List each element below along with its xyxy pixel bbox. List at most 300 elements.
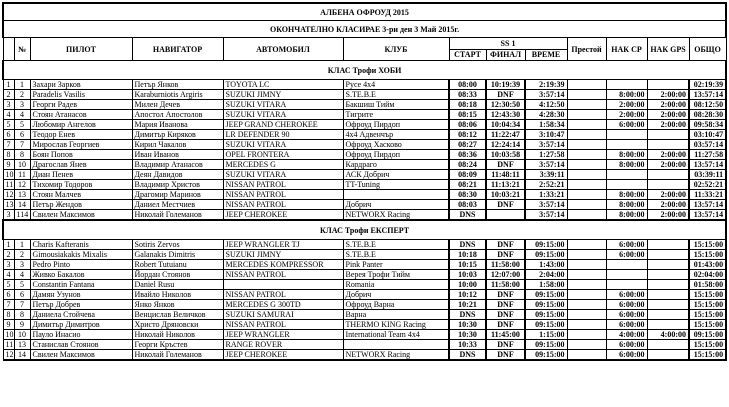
row-club: TT-Tuning [343, 180, 449, 190]
row-finish: 10:04:34 [486, 120, 525, 130]
row-idle [567, 200, 606, 210]
row-time: 3:57:14 [525, 140, 567, 150]
row-idle [567, 180, 606, 190]
table-row [3, 260, 726, 270]
row-time: 09:15:00 [525, 310, 567, 320]
row-car: NISSAN PATROL [223, 190, 343, 200]
row-position: 2 [3, 250, 14, 260]
col-time: ВРЕМЕ [525, 49, 567, 61]
row-number: 7 [14, 140, 30, 150]
row-club: S.TE.B.E [343, 240, 449, 250]
row-idle [567, 300, 606, 310]
document-subtitle: ОКОНЧАТЕЛНО КЛАСИРАЕ 3-ри ден 3 Май 2015г. [3, 21, 726, 38]
row-position: 7 [3, 140, 14, 150]
row-car: OPEL FRONTERA [223, 150, 343, 160]
table-row [3, 140, 726, 150]
row-pen-gps [647, 340, 689, 350]
row-navigator: Христо Дряновски [132, 320, 223, 330]
row-car: TOYOTA LC [223, 80, 343, 90]
row-start: 10:00 [449, 280, 486, 290]
row-total: 15:15:00 [689, 240, 726, 250]
row-position: 1 [3, 240, 14, 250]
table-row [3, 180, 726, 190]
row-finish: 12:24:14 [486, 140, 525, 150]
row-pilot: Захари Зарков [30, 80, 132, 90]
table-row [3, 250, 726, 260]
col-car: АВТОМОБИЛ [223, 38, 343, 61]
row-start: 08:27 [449, 140, 486, 150]
row-time: 09:15:00 [525, 300, 567, 310]
row-start: 08:18 [449, 100, 486, 110]
row-finish: DNF [486, 200, 525, 210]
row-idle [567, 110, 606, 120]
row-car: NISSAN PATROL [223, 200, 343, 210]
row-time: 2:19:39 [525, 80, 567, 90]
row-idle [567, 130, 606, 140]
row-idle [567, 160, 606, 170]
row-start: 08:21 [449, 180, 486, 190]
table-row [3, 190, 726, 200]
row-total: 01:58:00 [689, 280, 726, 290]
table-row [3, 300, 726, 310]
table-row [3, 170, 726, 180]
row-position: 3 [3, 100, 14, 110]
row-car: NISSAN PATROL [223, 290, 343, 300]
row-pilot: Свилен Максимов [30, 210, 132, 221]
row-time: 2:04:00 [525, 270, 567, 280]
row-start: 08:09 [449, 170, 486, 180]
row-pilot: Драгослав Янев [30, 160, 132, 170]
row-pen-gps [647, 320, 689, 330]
row-pen-cp: 8:00:00 [606, 150, 647, 160]
row-pilot: Пауло Инасио [30, 330, 132, 340]
row-pilot: Charis Kafteranis [30, 240, 132, 250]
row-number: 6 [14, 290, 30, 300]
row-pen-gps: 2:00:00 [647, 150, 689, 160]
row-pen-gps [647, 250, 689, 260]
row-navigator: Ивайло Николов [132, 290, 223, 300]
col-ss1: SS 1 [449, 38, 567, 50]
row-car: SUZUKI VITARA [223, 100, 343, 110]
row-start: 08:03 [449, 200, 486, 210]
row-start: 08:33 [449, 90, 486, 100]
row-finish: 11:48:11 [486, 170, 525, 180]
col-no: № [14, 38, 30, 61]
row-club: NETWORX Racing [343, 210, 449, 221]
table-row [3, 210, 726, 221]
row-pen-gps [647, 300, 689, 310]
row-car: MERCEDES G 300TD [223, 300, 343, 310]
row-finish: DNF [486, 310, 525, 320]
row-pen-gps [647, 310, 689, 320]
row-club [343, 340, 449, 350]
row-idle [567, 280, 606, 290]
col-start: СТАРТ [449, 49, 486, 61]
row-position: 11 [3, 340, 14, 350]
row-position: 12 [3, 190, 14, 200]
row-total: 15:15:00 [689, 250, 726, 260]
row-pen-cp: 8:00:00 [606, 160, 647, 170]
row-pilot: Живко Бакалов [30, 270, 132, 280]
row-navigator: Мария Иванова [132, 120, 223, 130]
row-pilot: Боян Попов [30, 150, 132, 160]
row-navigator: Йордан Стоянов [132, 270, 223, 280]
row-time: 3:57:14 [525, 200, 567, 210]
row-total: 03:57:14 [689, 140, 726, 150]
row-club: S.TE.B.E [343, 250, 449, 260]
row-idle [567, 340, 606, 350]
row-club: S.TE.B.E [343, 90, 449, 100]
row-start: 08:12 [449, 130, 486, 140]
row-finish: DNF [486, 340, 525, 350]
row-navigator: Galanakis Dimitris [132, 250, 223, 260]
col-pos [3, 38, 14, 61]
row-number: 4 [14, 110, 30, 120]
row-club: 4x4 Адвенчър [343, 130, 449, 140]
row-car: SUZUKI JIMNY [223, 250, 343, 260]
row-club: АСК Добрич [343, 170, 449, 180]
row-start: 10:33 [449, 340, 486, 350]
row-time: 3:39:11 [525, 170, 567, 180]
row-number: 5 [14, 280, 30, 290]
row-navigator: Драгомир Маринов [132, 190, 223, 200]
row-pilot: Любомир Ангелов [30, 120, 132, 130]
row-navigator: Димитър Киряков [132, 130, 223, 140]
row-car: SUZUKI VITARA [223, 170, 343, 180]
row-car: SUZUKI VITARA [223, 110, 343, 120]
results-body [3, 61, 726, 361]
table-row [3, 330, 726, 340]
row-total: 09:15:00 [689, 330, 726, 340]
table-row [3, 290, 726, 300]
row-pilot: Pedro Pinto [30, 260, 132, 270]
row-club: Добрич [343, 200, 449, 210]
row-total: 11:33:21 [689, 190, 726, 200]
row-start: 10:18 [449, 250, 486, 260]
row-start: 10:30 [449, 320, 486, 330]
row-navigator: Karaburniotis Argiris [132, 90, 223, 100]
row-number: 114 [14, 210, 30, 221]
row-number: 10 [14, 160, 30, 170]
row-number: 11 [14, 170, 30, 180]
table-row [3, 110, 726, 120]
row-pen-gps [647, 270, 689, 280]
row-pen-cp: 6:00:00 [606, 240, 647, 250]
table-row [3, 270, 726, 280]
row-time: 09:15:00 [525, 290, 567, 300]
row-number: 1 [14, 80, 30, 90]
row-number: 7 [14, 300, 30, 310]
row-start: DNS [449, 210, 486, 221]
col-navigator: НАВИГАТОР [132, 38, 223, 61]
row-car: MERCEDES G [223, 160, 343, 170]
row-navigator: Милен Дечев [132, 100, 223, 110]
row-start: 08:30 [449, 190, 486, 200]
class-heading: КЛАС Трофи ХОБИ [3, 61, 726, 80]
row-number: 13 [14, 340, 30, 350]
document-title: АЛБЕНА ОФРОУД 2015 [3, 3, 726, 21]
row-start: DNS [449, 240, 486, 250]
row-pilot: Мирослав Георгиев [30, 140, 132, 150]
row-pen-gps: 2:00:00 [647, 200, 689, 210]
row-navigator: Daniel Rusu [132, 280, 223, 290]
row-finish: DNF [486, 290, 525, 300]
row-car: RANGE ROVER [223, 340, 343, 350]
row-navigator: Иван Иванов [132, 150, 223, 160]
row-pen-gps [647, 280, 689, 290]
row-club: Добрич [343, 290, 449, 300]
row-navigator: Янко Янков [132, 300, 223, 310]
row-time: 1:33:21 [525, 190, 567, 200]
row-start: DNS [449, 350, 486, 361]
row-pilot: Дамян Узунов [30, 290, 132, 300]
row-time: 3:57:14 [525, 160, 567, 170]
row-number: 2 [14, 90, 30, 100]
row-pen-gps [647, 180, 689, 190]
row-finish: 10:19:39 [486, 80, 525, 90]
table-row [3, 320, 726, 330]
row-pen-gps [647, 140, 689, 150]
row-pilot: Петър Добрев [30, 300, 132, 310]
row-pen-cp: 6:00:00 [606, 320, 647, 330]
row-number: 13 [14, 190, 30, 200]
row-pilot: Даниела Стойчева [30, 310, 132, 320]
row-position: 5 [3, 120, 14, 130]
row-pilot: Димитър Димитров [30, 320, 132, 330]
row-finish: 12:30:50 [486, 100, 525, 110]
row-pen-gps [647, 290, 689, 300]
row-club: Верея Трофи Тийм [343, 270, 449, 280]
row-navigator: Деян Давидов [132, 170, 223, 180]
row-pen-cp [606, 270, 647, 280]
table-row [3, 150, 726, 160]
row-pilot: Свилен Максимов [30, 350, 132, 361]
row-car: NISSAN PATROL [223, 320, 343, 330]
row-pen-cp: 6:00:00 [606, 250, 647, 260]
row-pilot: Стоян Атанасов [30, 110, 132, 120]
table-row [3, 280, 726, 290]
row-idle [567, 320, 606, 330]
row-number: 5 [14, 120, 30, 130]
table-row [3, 120, 726, 130]
table-row [3, 200, 726, 210]
row-navigator: Георги Кръстев [132, 340, 223, 350]
row-position: 6 [3, 130, 14, 140]
row-number: 1 [14, 240, 30, 250]
row-position: 7 [3, 300, 14, 310]
row-car [223, 280, 343, 290]
row-idle [567, 250, 606, 260]
row-total: 13:57:14 [689, 160, 726, 170]
row-car: SUZUKI SAMURAI [223, 310, 343, 320]
row-idle [567, 350, 606, 361]
row-start: 10:30 [449, 330, 486, 340]
row-pen-cp [606, 180, 647, 190]
row-club: Русе 4x4 [343, 80, 449, 90]
row-number: 12 [14, 180, 30, 190]
table-row [3, 340, 726, 350]
row-idle [567, 100, 606, 110]
row-navigator: Даниел Местчиев [132, 200, 223, 210]
row-finish: DNF [486, 300, 525, 310]
row-pen-gps: 2:00:00 [647, 100, 689, 110]
row-car: JEEP CHEROKEE [223, 350, 343, 361]
row-club: Romania [343, 280, 449, 290]
row-total: 11:27:58 [689, 150, 726, 160]
row-pilot: Gimousiakakis Mixalis [30, 250, 132, 260]
row-position: 4 [3, 110, 14, 120]
row-finish: 10:03:21 [486, 190, 525, 200]
table-row [3, 80, 726, 90]
row-navigator: Sotiris Zervos [132, 240, 223, 250]
row-idle [567, 90, 606, 100]
row-total: 03:39:11 [689, 170, 726, 180]
row-position: 9 [3, 320, 14, 330]
row-total: 09:58:34 [689, 120, 726, 130]
row-finish: 11:13:21 [486, 180, 525, 190]
row-number: 10 [14, 330, 30, 340]
row-idle [567, 270, 606, 280]
row-car: LR DEFENDER 90 [223, 130, 343, 140]
row-pen-gps: 4:00:00 [647, 330, 689, 340]
row-start: 08:24 [449, 160, 486, 170]
row-time: 4:12:50 [525, 100, 567, 110]
row-club: THERMO KING Racing [343, 320, 449, 330]
row-time: 4:28:30 [525, 110, 567, 120]
row-total: 01:43:00 [689, 260, 726, 270]
row-car: MERCEDES KOMPRESSOR [223, 260, 343, 270]
row-start: 10:03 [449, 270, 486, 280]
row-time: 09:15:00 [525, 240, 567, 250]
row-total: 02:04:00 [689, 270, 726, 280]
row-finish: 11:58:00 [486, 280, 525, 290]
row-time: 09:15:00 [525, 320, 567, 330]
row-club [343, 190, 449, 200]
row-pilot: Станислав Стоянов [30, 340, 132, 350]
row-finish: 10:03:58 [486, 150, 525, 160]
row-position: 2 [3, 90, 14, 100]
row-number: 3 [14, 260, 30, 270]
table-row [3, 130, 726, 140]
row-pilot: Диан Пенев [30, 170, 132, 180]
row-car: JEEP WRANGLER TJ [223, 240, 343, 250]
row-club: Офроуд Пирдоп [343, 150, 449, 160]
row-pen-cp [606, 280, 647, 290]
row-number: 8 [14, 150, 30, 160]
row-idle [567, 80, 606, 90]
row-position: 6 [3, 290, 14, 300]
row-club: NETWORX Racing [343, 350, 449, 361]
row-finish: DNF [486, 320, 525, 330]
row-pen-gps [647, 170, 689, 180]
row-idle [567, 150, 606, 160]
row-finish: DNF [486, 160, 525, 170]
results-table [2, 2, 727, 361]
row-pen-gps [647, 260, 689, 270]
row-start: DNS [449, 310, 486, 320]
row-idle [567, 330, 606, 340]
table-row [3, 310, 726, 320]
row-total: 15:15:00 [689, 340, 726, 350]
table-row [3, 90, 726, 100]
row-time: 2:52:21 [525, 180, 567, 190]
table-row [3, 160, 726, 170]
row-total: 13:57:14 [689, 90, 726, 100]
row-number: 4 [14, 270, 30, 280]
row-finish [486, 210, 525, 221]
row-time: 3:10:47 [525, 130, 567, 140]
row-pilot: Георги Радев [30, 100, 132, 110]
row-idle [567, 170, 606, 180]
row-finish: 11:22:47 [486, 130, 525, 140]
row-car: SUZUKI VITARA [223, 140, 343, 150]
row-finish: DNF [486, 350, 525, 361]
row-start: 08:06 [449, 120, 486, 130]
col-pilot: ПИЛОТ [30, 38, 132, 61]
row-navigator: Николай Николов [132, 330, 223, 340]
row-car: NISSAN PATROL [223, 270, 343, 280]
row-total: 13:57:14 [689, 210, 726, 221]
col-idle: Престой [567, 38, 606, 61]
row-position: 12 [3, 350, 14, 361]
row-pen-gps [647, 80, 689, 90]
row-pen-cp: 8:00:00 [606, 90, 647, 100]
row-finish: DNF [486, 90, 525, 100]
row-pen-gps [647, 350, 689, 361]
row-number: 8 [14, 310, 30, 320]
row-finish: 11:58:00 [486, 260, 525, 270]
row-total: 08:12:50 [689, 100, 726, 110]
row-pen-cp: 6:00:00 [606, 290, 647, 300]
row-car: JEEP GRAND CHEROKEE [223, 120, 343, 130]
row-time: 3:57:14 [525, 210, 567, 221]
row-navigator: Венцислав Величков [132, 310, 223, 320]
table-row [3, 350, 726, 361]
row-number: 3 [14, 100, 30, 110]
row-position: 3 [3, 260, 14, 270]
row-pen-cp [606, 130, 647, 140]
row-total: 02:52:21 [689, 180, 726, 190]
row-number: 6 [14, 130, 30, 140]
row-pen-gps [647, 130, 689, 140]
row-pen-cp: 6:00:00 [606, 300, 647, 310]
row-navigator: Николай Големанов [132, 210, 223, 221]
row-pen-cp [606, 140, 647, 150]
row-position: 9 [3, 160, 14, 170]
row-time: 09:15:00 [525, 340, 567, 350]
row-club: Варна [343, 310, 449, 320]
row-position: 4 [3, 270, 14, 280]
row-number: 14 [14, 200, 30, 210]
row-start: 10:12 [449, 290, 486, 300]
col-finish: ФИНАЛ [486, 49, 525, 61]
table-row [3, 100, 726, 110]
row-pen-cp: 6:00:00 [606, 340, 647, 350]
row-total: 02:19:39 [689, 80, 726, 90]
row-idle [567, 210, 606, 221]
col-pen-cp: НАК CP [606, 38, 647, 61]
row-finish: DNF [486, 250, 525, 260]
row-club: International Team 4x4 [343, 330, 449, 340]
row-start: 10:15 [449, 260, 486, 270]
row-idle [567, 120, 606, 130]
row-total: 15:15:00 [689, 310, 726, 320]
row-finish: 12:07:00 [486, 270, 525, 280]
row-club: Офроуд Пирдоп [343, 120, 449, 130]
row-club: Кардраго [343, 160, 449, 170]
row-club: Pink Panter [343, 260, 449, 270]
row-time: 1:15:00 [525, 330, 567, 340]
